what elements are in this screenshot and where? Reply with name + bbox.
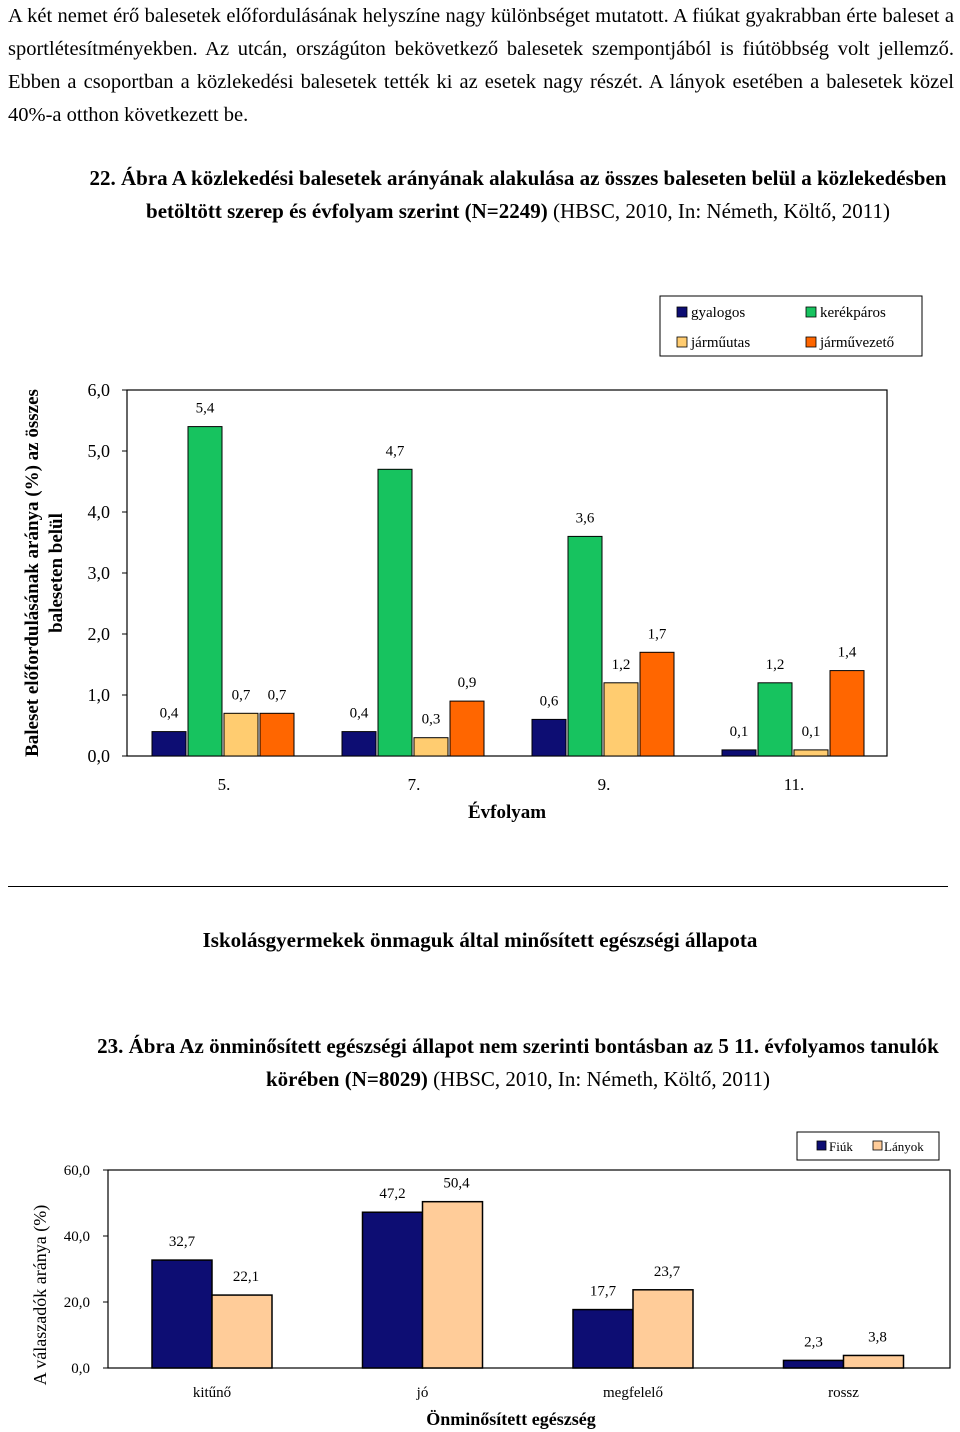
y-tick-label: 20,0: [63, 1295, 90, 1311]
data-label: 3,6: [575, 510, 595, 527]
bar: [152, 1260, 212, 1368]
data-label: 0,7: [231, 687, 251, 704]
y-tick-label: 0,0: [87, 746, 110, 766]
bar: [212, 1295, 272, 1368]
y-tick-label: 0,0: [71, 1361, 90, 1377]
y-tick-label: 2,0: [87, 624, 110, 644]
legend-swatch: [677, 337, 687, 347]
x-tick-label: 9.: [597, 775, 611, 794]
figure-23-caption: [88, 1030, 948, 1096]
data-label: 0,3: [421, 711, 441, 728]
bar: [604, 683, 638, 756]
data-label: 0,1: [729, 723, 749, 740]
x-tick-label: rossz: [828, 1385, 859, 1401]
bar: [830, 671, 864, 756]
x-tick-label: jó: [416, 1385, 429, 1401]
bar: [633, 1290, 693, 1368]
data-label: 1,4: [837, 644, 857, 661]
x-tick-label: 11.: [783, 775, 805, 794]
data-label: 50,4: [443, 1175, 470, 1192]
y-tick-label: 1,0: [87, 685, 110, 705]
legend-label: kerékpáros: [820, 305, 886, 321]
body-paragraph: A két nemet érő balesetek előfordulásának helyszíne nagy különbséget mutatott. A fiúkat gyakrabban érte baleset a sportlétesítményekben. Az utcán, országúton bekövetkező balesetek szempontjából is fiútöbbség volt jellemző. Ebben a csoportban a közlekedési balesetek tették ki az esetek nagy részét. A lányok esetében a balesetek közel 40%-a otthon következett be.: [8, 5, 954, 126]
y-axis-label: Baleset előfordulásának aránya (%) az összes: [22, 389, 43, 757]
bar: [532, 719, 566, 756]
bar: [378, 469, 412, 756]
legend-label: Lányok: [884, 1139, 924, 1154]
data-label: 0,6: [539, 693, 559, 710]
y-axis-label: A válaszadók aránya (%): [30, 1204, 50, 1386]
y-tick-label: 60,0: [63, 1163, 90, 1179]
bar: [640, 652, 674, 756]
bar: [568, 536, 602, 756]
data-label: 0,4: [349, 705, 369, 722]
x-tick-label: megfelelő: [603, 1385, 663, 1401]
chart-traffic-accidents: [0, 280, 960, 840]
bar: [573, 1310, 633, 1368]
bar: [794, 750, 828, 756]
data-label: 5,4: [195, 400, 215, 417]
data-label: 0,7: [267, 687, 287, 704]
section-title: Iskolásgyermekek önmaguk által minősített egészségi állapota: [202, 928, 758, 952]
section-divider: [8, 886, 948, 887]
legend-swatch: [806, 307, 816, 317]
bar: [450, 701, 484, 756]
data-label: 1,2: [611, 656, 631, 673]
y-tick-label: 5,0: [87, 441, 110, 461]
y-tick-label: 3,0: [87, 563, 110, 583]
bar: [363, 1212, 423, 1368]
bar: [844, 1355, 904, 1368]
bar: [423, 1202, 483, 1368]
bar: [260, 713, 294, 756]
legend-label: Fiúk: [829, 1139, 853, 1154]
legend-label: járművezető: [820, 335, 895, 351]
bar: [342, 732, 376, 756]
bar: [414, 738, 448, 756]
data-label: 4,7: [385, 443, 405, 460]
legend-swatch: [677, 307, 687, 317]
data-label: 0,1: [801, 723, 821, 740]
x-axis-label: Önminősített egészség: [426, 1409, 596, 1429]
data-label: 0,4: [159, 705, 179, 722]
x-tick-label: kitűnő: [192, 1385, 232, 1401]
data-label: 1,2: [765, 656, 785, 673]
data-label: 17,7: [589, 1283, 617, 1300]
data-label: 3,8: [868, 1329, 887, 1346]
x-tick-label: 7.: [407, 775, 421, 794]
bar: [784, 1360, 844, 1368]
chart-self-rated-health: [0, 1130, 960, 1430]
legend-swatch: [806, 337, 816, 347]
y-tick-label: 4,0: [87, 502, 110, 522]
bar: [758, 683, 792, 756]
data-label: 23,7: [653, 1263, 681, 1280]
figure-22-caption: [88, 162, 948, 228]
data-label: 32,7: [168, 1234, 196, 1251]
y-axis-label: baleseten belül: [46, 513, 67, 633]
figure-23-caption-source: (HBSC, 2010, In: Németh, Költő, 2011): [427, 1067, 771, 1091]
data-label: 22,1: [232, 1269, 260, 1286]
y-tick-label: 6,0: [87, 380, 110, 400]
legend-swatch: [873, 1141, 882, 1150]
legend-swatch: [817, 1141, 826, 1150]
bar: [224, 713, 258, 756]
x-tick-label: 5.: [217, 775, 231, 794]
legend-label: járműutas: [691, 335, 751, 351]
data-label: 47,2: [379, 1186, 406, 1203]
figure-22-caption-source: (HBSC, 2010, In: Németh, Költő, 2011): [547, 199, 890, 223]
x-axis-label: Évfolyam: [467, 802, 547, 823]
legend-label: gyalogos: [691, 305, 746, 321]
y-tick-label: 40,0: [63, 1229, 90, 1245]
bar: [722, 750, 756, 756]
figure-22-caption-bold: 22. Ábra A közlekedési balesetek arányának alakulása az összes baleseten belül a közlekedésben betöltött szerep és évfolyam szerint (N=2249): [89, 166, 947, 223]
figure-23-caption-bold: 23. Ábra Az önminősített egészségi állapot nem szerinti bontásban az 5 11. évfolyamos tanulók körében (N=8029): [97, 1034, 939, 1091]
bar: [188, 427, 222, 756]
bar: [152, 732, 186, 756]
data-label: 2,3: [804, 1334, 823, 1351]
data-label: 0,9: [457, 675, 477, 692]
data-label: 1,7: [647, 626, 667, 643]
